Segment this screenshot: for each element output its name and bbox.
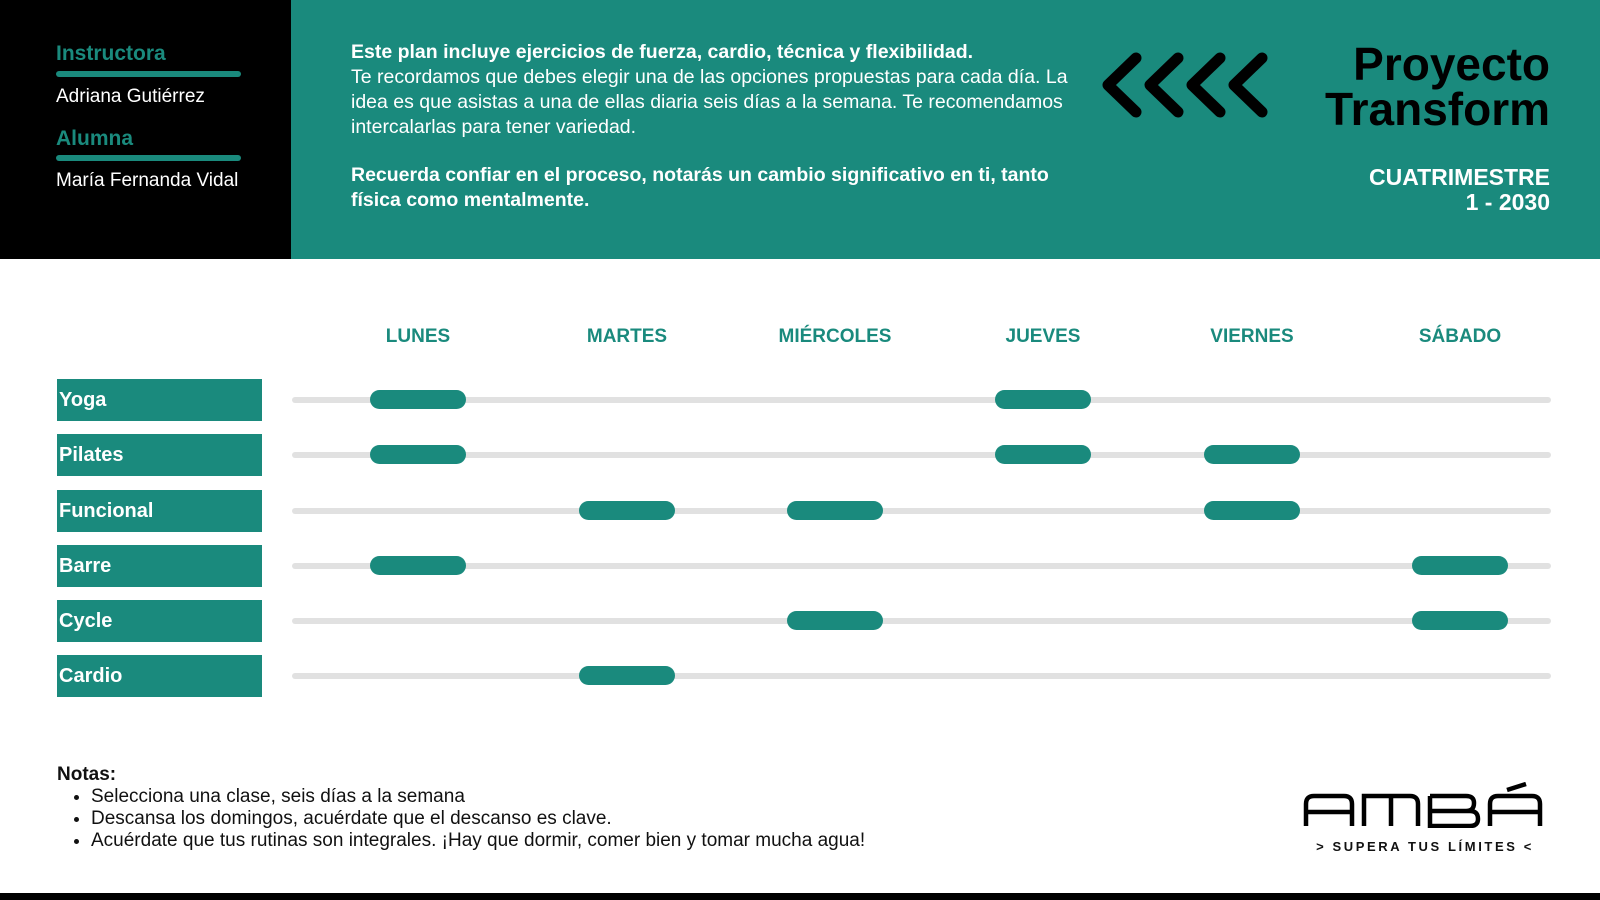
note-item: • Selecciona una clase, seis días a la semana — [91, 786, 865, 808]
title-line-1: Proyecto — [1353, 38, 1550, 90]
class-slot — [787, 501, 883, 520]
profile-panel — [0, 0, 291, 259]
instructor-label: Instructora — [56, 42, 166, 65]
instructor-divider — [56, 71, 241, 77]
reminder-text: Recuerda confiar en el proceso, notarás un cambio significativo en ti, tanto física como mentalmente. — [351, 164, 1049, 211]
class-label: Yoga — [57, 379, 262, 421]
class-label: Pilates — [57, 434, 262, 476]
class-slot — [1412, 611, 1508, 630]
class-slot — [370, 390, 466, 409]
schedule-track — [292, 508, 1551, 514]
class-slot — [579, 501, 675, 520]
intro-bold: Este plan incluye ejercicios de fuerza, cardio, técnica y flexibilidad. — [351, 41, 974, 63]
day-header: MARTES — [586, 326, 668, 347]
bottom-bar — [0, 893, 1600, 900]
note-item: • Descansa los domingos, acuérdate que el descanso es clave. — [91, 808, 865, 830]
intro-text: Te recordamos que debes elegir una de las opciones propuestas para cada día. La idea es que asistas a una de ellas diaria seis días a la semana. Te recomendamos intercalarlas para tener variedad. — [351, 66, 1068, 138]
schedule-track — [292, 452, 1551, 458]
schedule-track — [292, 563, 1551, 569]
page-title — [1325, 38, 1550, 135]
schedule-track — [292, 618, 1551, 624]
period-label — [1369, 165, 1550, 215]
student-divider — [56, 155, 241, 161]
day-header: SÁBADO — [1418, 326, 1502, 347]
day-header: VIERNES — [1210, 326, 1294, 347]
schedule-track — [292, 673, 1551, 679]
class-label: Barre — [57, 545, 262, 587]
intro-text-block — [351, 40, 1071, 213]
instructor-name: Adriana Gutiérrez — [56, 86, 205, 107]
notes-title: Notas: — [57, 764, 117, 785]
class-label: Cardio — [57, 655, 262, 697]
day-header: LUNES — [385, 326, 451, 347]
class-slot — [1204, 445, 1300, 464]
chevrons-left-icon — [1100, 50, 1270, 120]
class-label: Cycle — [57, 600, 262, 642]
class-slot — [995, 390, 1091, 409]
day-header: MIÉRCOLES — [778, 326, 892, 347]
title-line-2: Transform — [1325, 83, 1550, 135]
schedule-track — [292, 397, 1551, 403]
class-slot — [1204, 501, 1300, 520]
class-slot — [995, 445, 1091, 464]
header — [0, 0, 1600, 259]
day-header: JUEVES — [1005, 326, 1081, 347]
note-item: • Acuérdate que tus rutinas son integrales. ¡Hay que dormir, comer bien y tomar mucha agua! — [91, 830, 865, 852]
notes-section — [57, 764, 865, 852]
amba-logo — [1302, 782, 1548, 828]
class-slot — [579, 666, 675, 685]
class-slot — [1412, 556, 1508, 575]
student-name: María Fernanda Vidal — [56, 170, 239, 191]
class-slot — [370, 445, 466, 464]
period-line-1: CUATRIMESTRE — [1368, 164, 1550, 190]
class-slot — [370, 556, 466, 575]
brand-slogan: > SUPERA TUS LÍMITES < — [1316, 839, 1534, 854]
student-label: Alumna — [56, 127, 134, 150]
class-label: Funcional — [57, 490, 262, 532]
class-slot — [787, 611, 883, 630]
period-line-2: 1 - 2030 — [1465, 189, 1550, 215]
notes-list — [57, 786, 865, 852]
